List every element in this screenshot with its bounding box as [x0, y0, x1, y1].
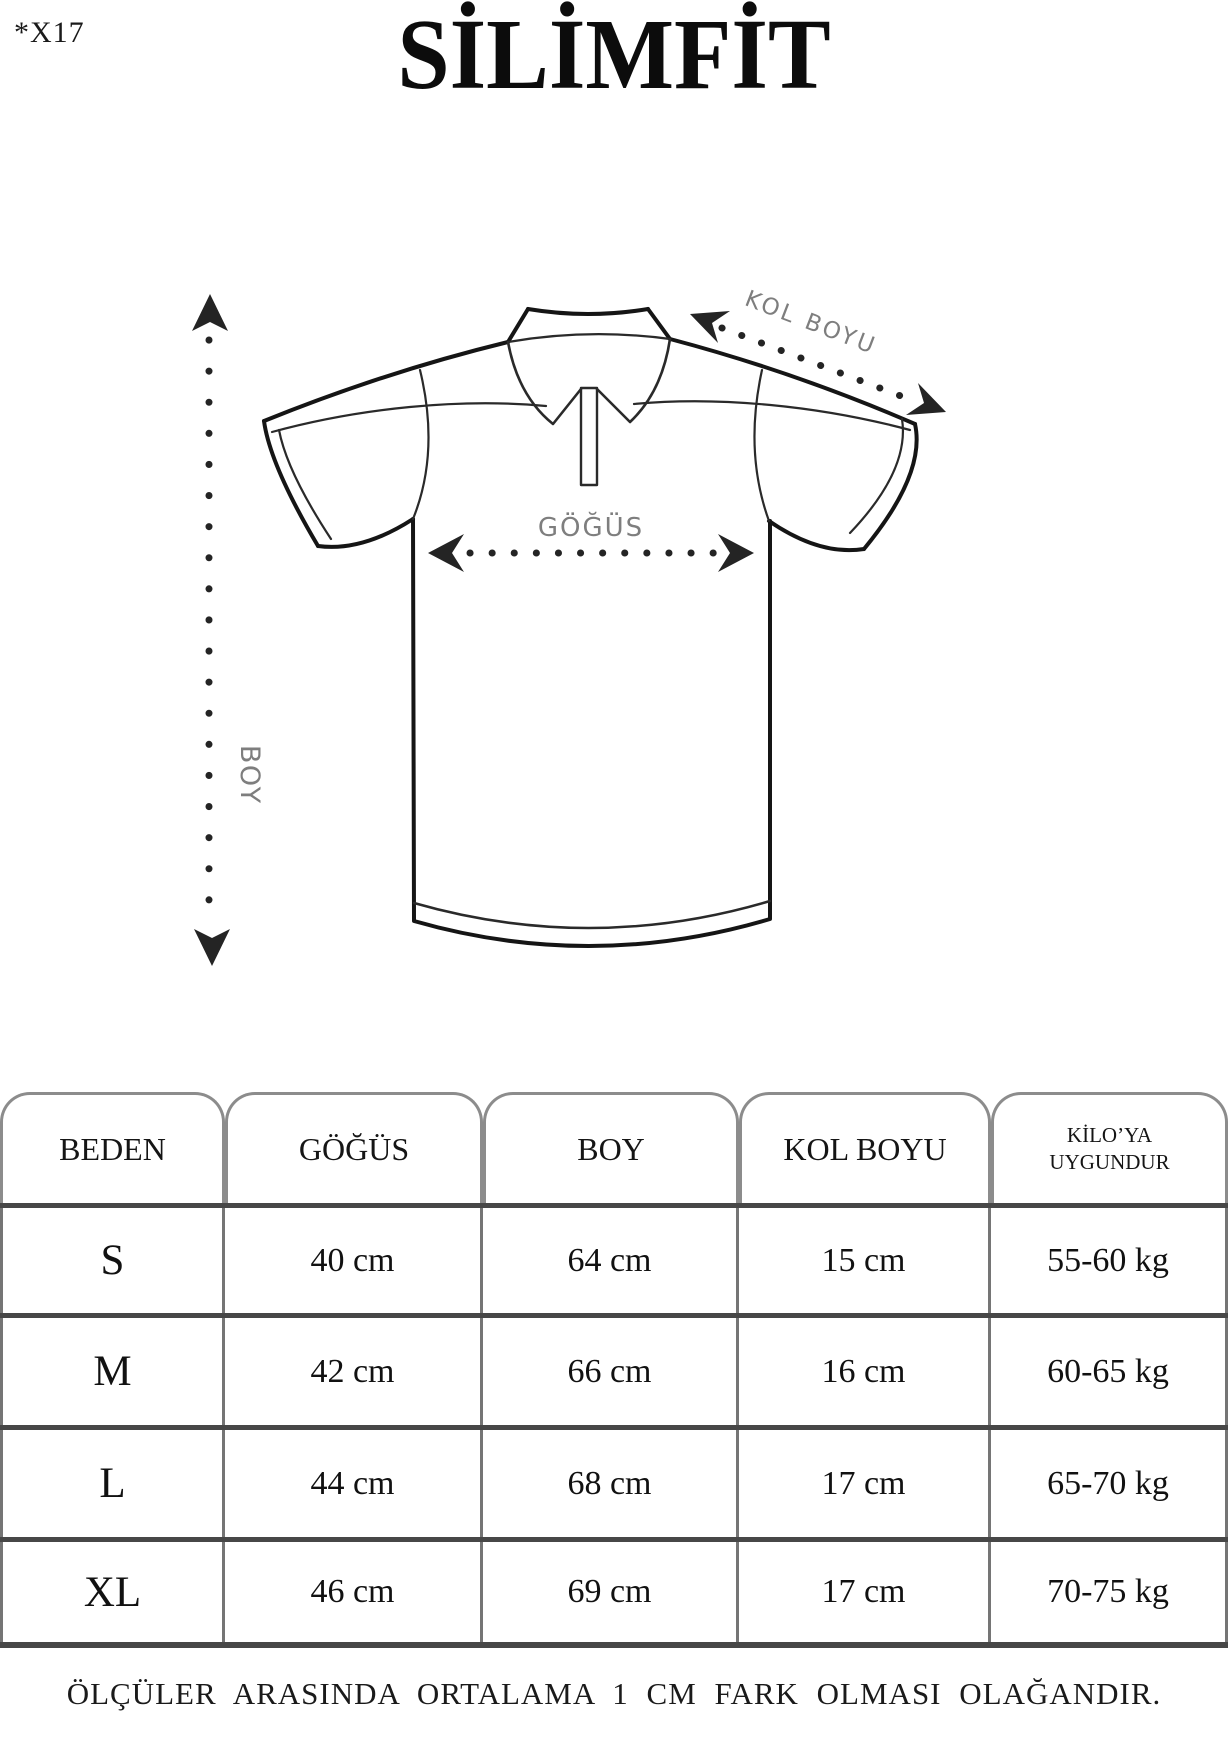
collar-right-side — [648, 309, 670, 339]
header-boy: BOY — [483, 1092, 739, 1203]
size-table-header-row — [0, 1092, 1228, 1203]
left-lapel — [508, 342, 581, 424]
header-kol-boyu: KOL BOYU — [739, 1092, 991, 1203]
header-kiloya-uygundur-text: KİLO’YA UYGUNDUR — [1049, 1122, 1170, 1174]
cell-length: 66 cm — [483, 1318, 739, 1425]
cell-sleeve: 17 cm — [739, 1542, 991, 1642]
cell-length: 64 cm — [483, 1208, 739, 1313]
cell-weight: 65-70 kg — [991, 1430, 1228, 1537]
right-lapel — [597, 339, 670, 422]
cell-chest: 40 cm — [225, 1208, 483, 1313]
page-title: SİLİMFİT — [397, 0, 831, 110]
left-sleeve-underarm — [318, 519, 413, 547]
table-row — [0, 1425, 1228, 1537]
shirt-outline — [264, 309, 917, 946]
cell-weight: 70-75 kg — [991, 1542, 1228, 1642]
tolerance-note: ÖLÇÜLER ARASINDA ORTALAMA 1 CM FARK OLMASI OLAĞANDIR. — [66, 1676, 1162, 1711]
hem-seam — [414, 901, 770, 928]
right-sleeve-cuff-band — [850, 419, 903, 533]
size-table — [0, 1092, 1228, 1648]
cell-size: XL — [0, 1542, 225, 1642]
cell-chest: 44 cm — [225, 1430, 483, 1537]
shirt-body — [413, 519, 770, 946]
chest-measure-label: GÖĞÜS — [537, 513, 645, 543]
length-arrowhead-down-icon — [194, 929, 230, 966]
table-row — [0, 1203, 1228, 1313]
sleeve-measure-label: KOL BOYU — [741, 285, 881, 361]
product-code: *X17 — [14, 16, 85, 49]
cell-weight: 55-60 kg — [991, 1208, 1228, 1313]
cell-chest: 46 cm — [225, 1542, 483, 1642]
cell-sleeve: 15 cm — [739, 1208, 991, 1313]
left-sleeve-cuff-edge — [264, 421, 318, 546]
length-arrow — [192, 294, 230, 966]
cell-weight: 60-65 kg — [991, 1318, 1228, 1425]
cell-chest: 42 cm — [225, 1318, 483, 1425]
right-sleeve-underarm — [769, 521, 864, 550]
cell-size: L — [0, 1430, 225, 1537]
cell-sleeve: 16 cm — [739, 1318, 991, 1425]
header-gogus: GÖĞÜS — [225, 1092, 483, 1203]
collar-left-side — [508, 309, 528, 342]
placket — [581, 388, 597, 485]
header-kiloya-uygundur — [991, 1092, 1228, 1203]
cell-length: 68 cm — [483, 1430, 739, 1537]
table-row — [0, 1537, 1228, 1648]
collar-top — [528, 309, 648, 314]
left-armhole-seam — [413, 370, 429, 519]
header-beden: BEDEN — [0, 1092, 225, 1203]
right-armhole-seam — [754, 370, 769, 521]
left-shoulder-seam — [272, 403, 546, 432]
chest-arrowhead-left-icon — [428, 534, 464, 572]
sleeve-arrowhead-right-icon — [906, 383, 946, 415]
back-neck-seam — [508, 334, 670, 342]
right-sleeve-cuff-edge — [864, 424, 917, 549]
chest-arrowhead-right-icon — [718, 534, 754, 572]
cell-sleeve: 17 cm — [739, 1430, 991, 1537]
cell-length: 69 cm — [483, 1542, 739, 1642]
table-row — [0, 1313, 1228, 1425]
cell-size: S — [0, 1208, 225, 1313]
cell-size: M — [0, 1318, 225, 1425]
length-measure-label: BOY — [234, 744, 266, 806]
length-arrowhead-up-icon — [192, 294, 228, 331]
